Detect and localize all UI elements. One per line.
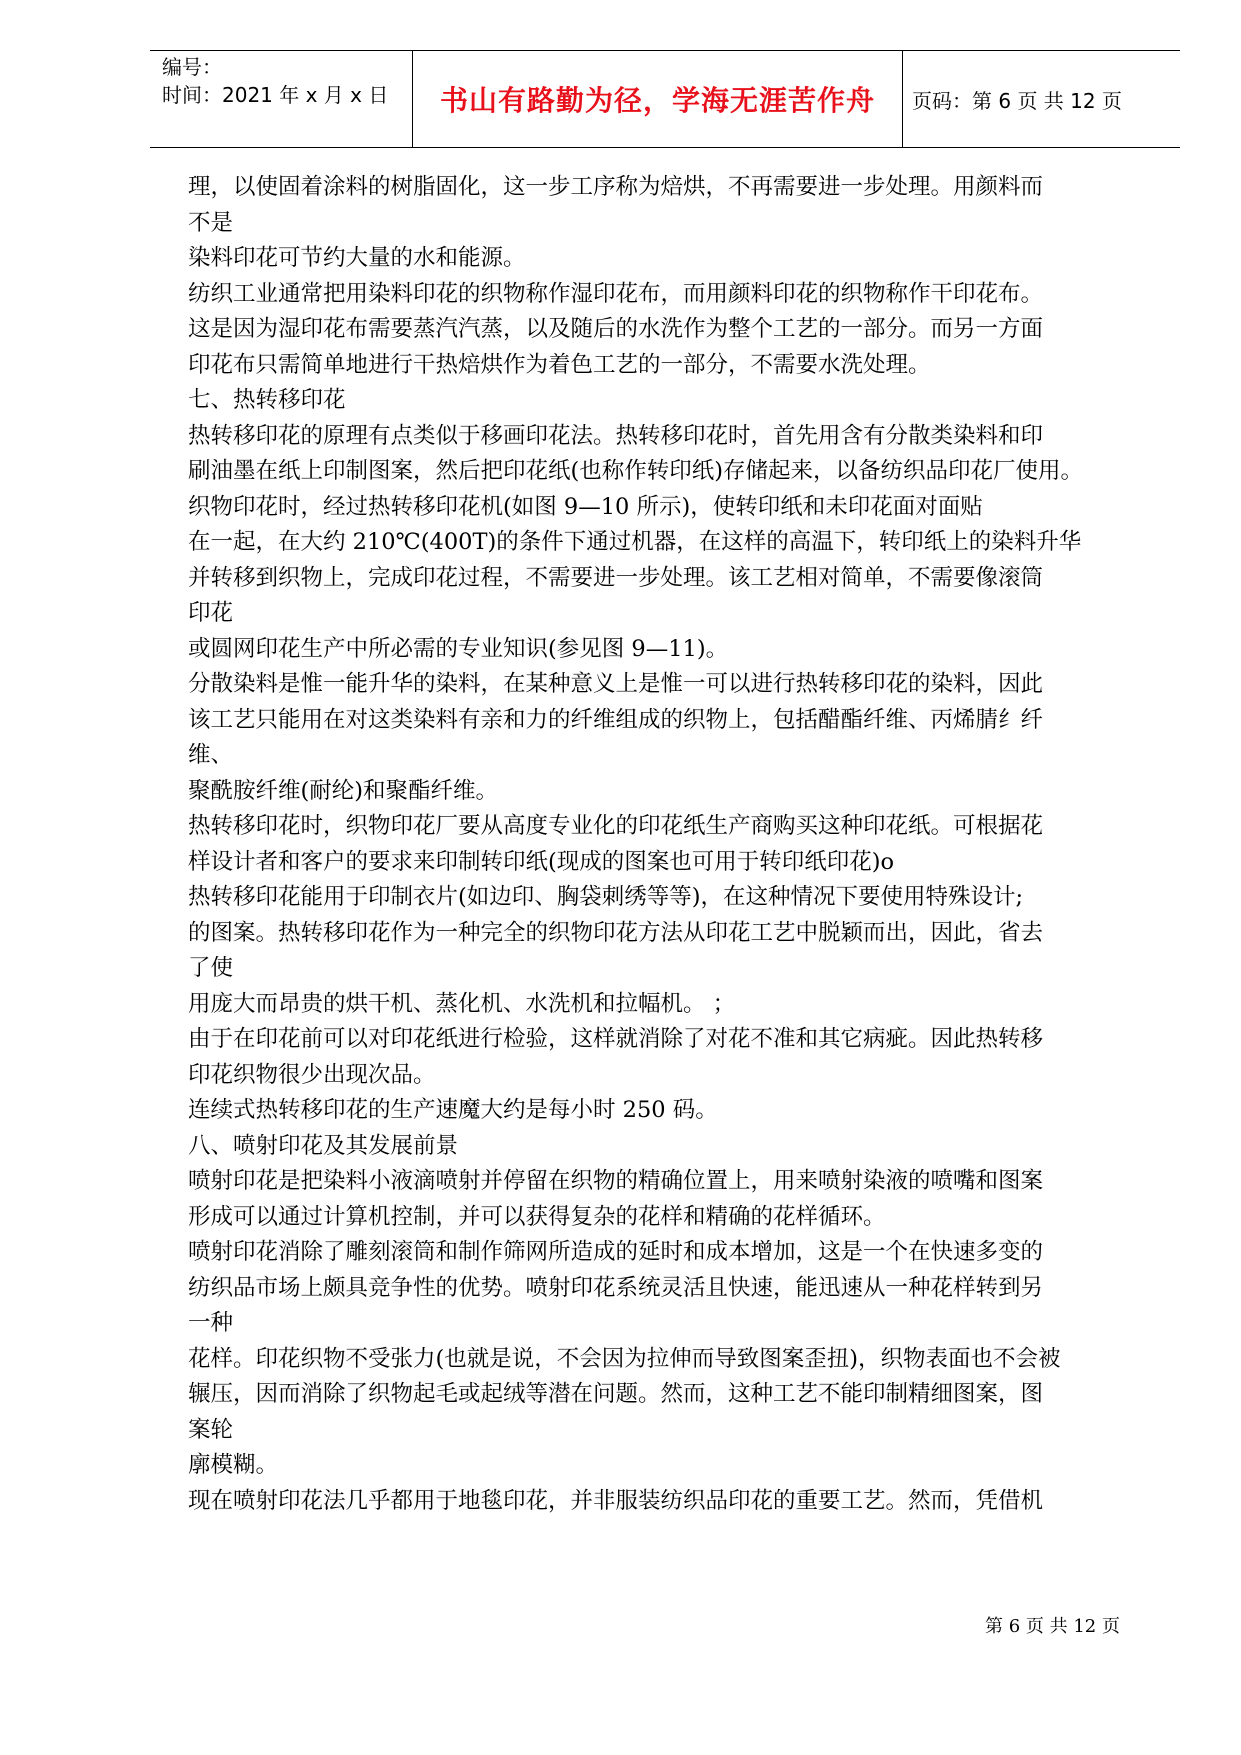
text-line: 花样。印花织物不受张力(也就是说，不会因为拉伸而导致图案歪扭)，织物表面也不会被 xyxy=(188,1345,1061,1372)
text-line: 廓模糊。 xyxy=(188,1452,279,1478)
text-line: 印花织物很少出现次品。 xyxy=(188,1061,436,1088)
text-line: 一种 xyxy=(188,1310,234,1336)
text-line: 织物印花时，经过热转移印花机(如图 9—10 所示)，使转印纸和未印花面对面贴 xyxy=(188,493,983,520)
text-line: 热转移印花能用于印制衣片(如边印、胸袋刺绣等等)，在这种情况下要使用特殊设计; xyxy=(188,884,1024,910)
text-line: 用庞大而昂贵的烘干机、蒸化机、水洗机和拉幅机。 ； xyxy=(188,990,736,1017)
page-header xyxy=(150,50,1180,148)
header-divider xyxy=(902,51,903,147)
text-line: 热转移印花的原理有点类似于移画印花法。热转移印花时，首先用含有分散类染料和印 xyxy=(188,422,1044,449)
text-line: 在一起，在大约 210℃(400T)的条件下通过机器，在这样的高温下，转印纸上的染料升华 xyxy=(188,529,1082,555)
text-line: 喷射印花是把染料小液滴喷射并停留在织物的精确位置上，用来喷射染液的喷嘴和图案 xyxy=(188,1168,1044,1194)
text-line: 该工艺只能用在对这类染料有亲和力的纤维组成的织物上，包括醋酯纤维、丙烯腈纟纤 xyxy=(188,706,1044,733)
header-meta xyxy=(162,53,412,109)
text-line: 这是因为湿印花布需要蒸汽汽蒸，以及随后的水洗作为整个工艺的一部分。而另一方面 xyxy=(188,316,1044,342)
text-line: 刷油墨在纸上印制图案，然后把印花纸(也称作转印纸)存储起来，以备纺织品印花厂使用。 xyxy=(188,458,1084,484)
header-page-label: 页码：第 6 页 共 12 页 xyxy=(912,88,1122,113)
text-line: 现在喷射印花法几乎都用于地毯印花，并非服装纺织品印花的重要工艺。然而，凭借机 xyxy=(188,1487,1044,1514)
text-line: 七、热转移印花 xyxy=(188,387,346,413)
text-line: 案轮 xyxy=(188,1416,234,1443)
text-line: 维、 xyxy=(188,742,234,768)
text-line: 或圆网印花生产中所必需的专业知识(参见图 9—11)。 xyxy=(188,635,729,662)
text-line: 分散染料是惟一能升华的染料，在某种意义上是惟一可以进行热转移印花的染料，因此 xyxy=(188,671,1044,697)
text-line: 辗压，因而消除了织物起毛或起绒等潜在问题。然而，这种工艺不能印制精细图案，图 xyxy=(188,1381,1044,1407)
document-body xyxy=(188,170,1148,1519)
serial-label: 编号： xyxy=(162,55,222,79)
text-line: 了使 xyxy=(188,955,234,981)
page-footer: 第 6 页 共 12 页 xyxy=(985,1616,1120,1637)
text-line: 印花布只需简单地进行干热焙烘作为着色工艺的一部分，不需要水洗处理。 xyxy=(188,351,931,378)
text-line: 形成可以通过计算机控制，并可以获得复杂的花样和精确的花样循环。 xyxy=(188,1203,886,1230)
header-motto: 书山有路勤为径，学海无涯苦作舟 xyxy=(439,84,875,117)
text-line: 样设计者和客户的要求来印制转印纸(现成的图案也可用于转印纸印花)o xyxy=(188,848,895,875)
text-line: 喷射印花消除了雕刻滚筒和制作筛网所造成的延时和成本增加，这是一个在快速多变的 xyxy=(188,1239,1044,1265)
text-line: 连续式热转移印花的生产速魔大约是每小时 250 码。 xyxy=(188,1097,718,1123)
text-line: 纺织品市场上颇具竞争性的优势。喷射印花系统灵活且快速，能迅速从一种花样转到另 xyxy=(188,1274,1044,1301)
text-line: 的图案。热转移印花作为一种完全的织物印花方法从印花工艺中脱颖而出，因此，省去 xyxy=(188,919,1044,946)
time-label: 时间：2021 年 x 月 x 日 xyxy=(162,83,389,107)
text-line: 热转移印花时，织物印花厂要从高度专业化的印花纸生产商购买这种印花纸。可根据花 xyxy=(188,813,1044,839)
text-line: 八、喷射印花及其发展前景 xyxy=(188,1132,459,1159)
text-line: 印花 xyxy=(188,600,234,626)
text-line: 聚酰胺纤维(耐纶)和聚酯纤维。 xyxy=(188,777,499,804)
text-line: 染料印花可节约大量的水和能源。 xyxy=(188,245,526,271)
text-line: 不是 xyxy=(188,209,234,236)
text-line: 理，以使固着涂料的树脂固化，这一步工序称为焙烘，不再需要进一步处理。用颜料而 xyxy=(188,174,1044,200)
text-line: 纺织工业通常把用染料印花的织物称作湿印花布，而用颜料印花的织物称作干印花布。 xyxy=(188,280,1044,307)
text-line: 由于在印花前可以对印花纸进行检验，这样就消除了对花不准和其它病疵。因此热转移 xyxy=(188,1026,1044,1052)
text-line: 并转移到织物上，完成印花过程，不需要进一步处理。该工艺相对简单，不需要像滚筒 xyxy=(188,564,1044,591)
